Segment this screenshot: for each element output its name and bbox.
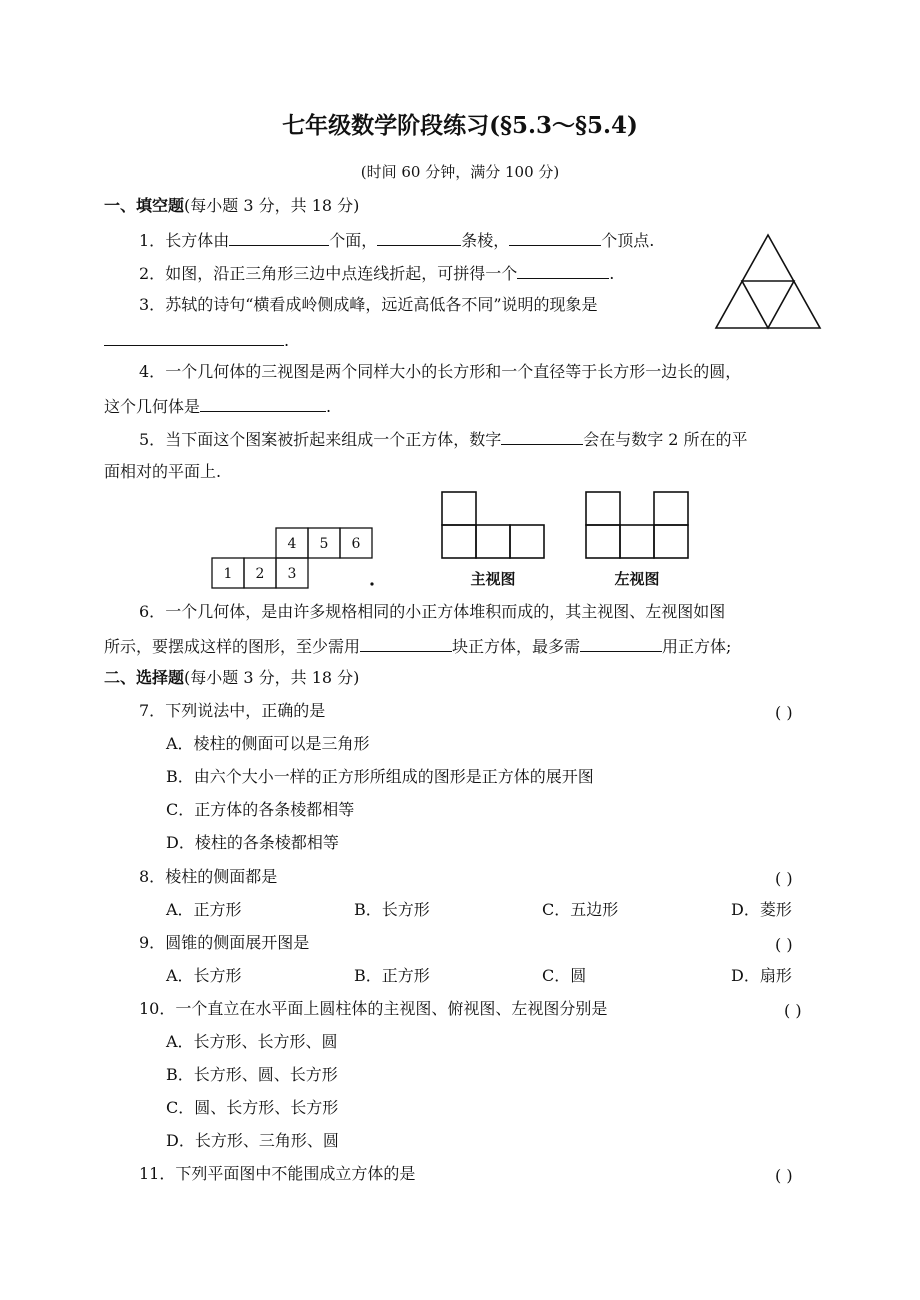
question-6 [139, 602, 725, 622]
answer-blank[interactable] [509, 229, 601, 246]
option-b[interactable]: B．正方形 [354, 966, 430, 985]
option-a[interactable]: A．长方形 [166, 966, 242, 985]
question-number: 9． [139, 933, 166, 952]
question-number: 8． [139, 867, 166, 886]
question-5 [139, 428, 748, 450]
question-text: 会在与数字 2 所在的平 [583, 430, 748, 449]
question-1 [139, 229, 654, 251]
question-2 [139, 262, 614, 284]
left-view-label: 左视图 [614, 570, 660, 588]
question-text: 如图，沿正三角形三边中点连线折起，可拼得一个 [165, 264, 518, 283]
option-a[interactable]: A．正方形 [166, 900, 242, 919]
question-number: 5． [139, 430, 166, 449]
question-text: . [284, 331, 290, 350]
dot-mark [370, 582, 373, 585]
option-c[interactable]: C．圆 [542, 966, 587, 985]
question-number: 3． [139, 295, 166, 314]
question-number: 7． [139, 701, 166, 720]
answer-blank[interactable] [200, 395, 326, 412]
net-number-1: 1 [223, 566, 233, 582]
option-a[interactable]: A．长方形、长方形、圆 [166, 1032, 338, 1051]
question-7 [139, 701, 325, 721]
front-view-label: 主视图 [470, 570, 516, 588]
question-10 [139, 999, 607, 1019]
net-number-3: 3 [287, 566, 297, 582]
question-11 [139, 1164, 415, 1184]
net-number-5: 5 [319, 536, 329, 552]
front-view-figure [436, 488, 552, 592]
section-1-note: (每小题 3 分，共 18 分) [184, 196, 360, 215]
question-3 [139, 295, 598, 315]
option-c[interactable]: C．五边形 [542, 900, 619, 919]
answer-paren[interactable]: ( ) [775, 1166, 793, 1185]
question-text: 下列说法中，正确的是 [165, 701, 326, 720]
question-text: 下列平面图中不能围成立方体的是 [175, 1164, 416, 1183]
option-d[interactable]: D．扇形 [731, 966, 792, 985]
question-text: 苏轼的诗句“横看成岭侧成峰，远近高低各不同”说明的现象是 [165, 295, 598, 314]
question-text: 长方体由 [165, 231, 230, 250]
question-9 [139, 933, 309, 953]
option-b[interactable]: B．长方形、圆、长方形 [166, 1065, 338, 1084]
question-number: 1． [139, 231, 166, 250]
section-2-heading [104, 668, 359, 688]
question-number: 4． [139, 362, 166, 381]
page-subtitle: (时间 60 分钟，满分 100 分) [360, 163, 560, 181]
question-text: 个顶点. [601, 231, 655, 250]
option-a[interactable]: A．棱柱的侧面可以是三角形 [166, 734, 370, 753]
section-1-heading [104, 196, 359, 216]
midpoint-triangle [742, 281, 794, 328]
option-c[interactable]: C．圆、长方形、长方形 [166, 1098, 339, 1117]
question-text: 一个几何体的三视图是两个同样大小的长方形和一个直径等于长方形一边长的圆， [165, 362, 742, 381]
answer-paren[interactable]: ( ) [784, 1001, 802, 1020]
question-text: . [609, 264, 615, 283]
option-d[interactable]: D．棱柱的各条棱都相等 [166, 833, 339, 852]
answer-blank[interactable] [501, 428, 583, 445]
left-view-figure [580, 488, 696, 592]
cube-net-figure [206, 522, 376, 592]
question-number: 2． [139, 264, 166, 283]
answer-blank[interactable] [229, 229, 329, 246]
question-text: 这个几何体是 [104, 397, 201, 416]
question-text: 所示，要摆成这样的图形，至少需用 [104, 637, 361, 656]
question-6-line-2 [104, 635, 731, 657]
page-title: 七年级数学阶段练习(§5.3～§5.4) [282, 112, 638, 139]
triangle-fold-figure [712, 233, 824, 331]
answer-blank[interactable] [377, 229, 461, 246]
answer-blank[interactable] [580, 635, 662, 652]
net-number-4: 4 [287, 536, 297, 552]
question-text: 条棱， [461, 231, 510, 250]
option-b[interactable]: B．由六个大小一样的正方形所组成的图形是正方体的展开图 [166, 767, 594, 786]
question-5-line-2: 面相对的平面上. [104, 462, 222, 481]
question-8 [139, 867, 277, 887]
option-c[interactable]: C．正方体的各条棱都相等 [166, 800, 355, 819]
answer-paren[interactable]: ( ) [775, 703, 793, 722]
answer-paren[interactable]: ( ) [775, 869, 793, 888]
section-1-label: 一、填空题 [104, 196, 185, 215]
question-4-line-2 [104, 395, 331, 417]
net-number-2: 2 [255, 566, 265, 582]
question-text: 个面， [329, 231, 378, 250]
question-number: 6． [139, 602, 166, 621]
question-text: 一个直立在水平面上圆柱体的主视图、俯视图、左视图分别是 [175, 999, 608, 1018]
question-text: 棱柱的侧面都是 [165, 867, 278, 886]
question-number: 11． [139, 1164, 176, 1183]
answer-blank[interactable] [517, 262, 609, 279]
question-text: 当下面这个图案被折起来组成一个正方体，数字 [165, 430, 502, 449]
option-d[interactable]: D．菱形 [731, 900, 792, 919]
option-d[interactable]: D．长方形、三角形、圆 [166, 1131, 339, 1150]
answer-blank[interactable] [104, 329, 284, 346]
option-b[interactable]: B．长方形 [354, 900, 430, 919]
question-number: 10． [139, 999, 176, 1018]
question-text: 块正方体，最多需 [452, 637, 581, 656]
question-text: 圆锥的侧面展开图是 [165, 933, 310, 952]
answer-paren[interactable]: ( ) [775, 935, 793, 954]
question-text: 一个几何体，是由许多规格相同的小正方体堆积而成的，其主视图、左视图如图 [165, 602, 726, 621]
answer-blank[interactable] [360, 635, 452, 652]
question-text: . [326, 397, 332, 416]
section-2-label: 二、选择题 [104, 668, 185, 687]
question-text: 用正方体; [662, 637, 732, 656]
section-2-note: (每小题 3 分，共 18 分) [184, 668, 360, 687]
question-4 [139, 362, 741, 382]
net-number-6: 6 [351, 536, 361, 552]
question-3-answer-line [104, 329, 289, 351]
